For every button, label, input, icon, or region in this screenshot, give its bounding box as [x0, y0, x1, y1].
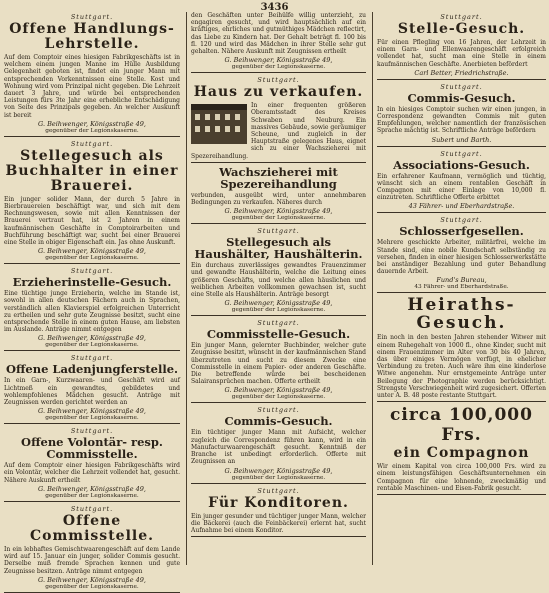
window-icon [225, 126, 230, 132]
ad-signature-sub: gegenüber der Legionskaserne. [45, 342, 139, 349]
ad-body: Eine tüchtige junge Erzieherin, welche im Stande ist, sowohl in allen deutschen Fächern auch in Sprachen, verständlich allen Klavierspiel erfolgreichen Unterricht zu ertheilen und sehr gute Zeugnisse besitzt, sucht eine entsprechende Stelle in einem guten Hause, am liebsten im Auslande. Anträge nimmt entgegen [4, 290, 180, 334]
ad-signature: G. Beihwenger, Königsstraße 49, [224, 56, 333, 65]
ad-body: In ein Garn-, Kurzwaaren- und Geschäft wird auf Lichtmeß ein gewandtes, gebildetes und wohlempfohlenes Mädchen gesucht. Anträge mit Zeugnissen werden gerichtet werden an [4, 377, 180, 407]
ad-signature: Carl Better, Friedrichstraße. [414, 68, 509, 77]
ad-continuation [191, 12, 366, 73]
ad-place: Stuttgart. [257, 227, 300, 236]
ad-heading: Offene Volontär- resp. Commisstelle. [21, 435, 163, 462]
ad-heading: Commisstelle-Gesuch. [206, 327, 351, 342]
ad-signature: G. Beihwenger, Königsstraße 49, [224, 299, 333, 308]
ad-place: Stuttgart. [440, 13, 483, 21]
ad-place: Stuttgart. [440, 149, 483, 158]
ad-signature: G. Beihwenger, Königsstraße 49, [224, 207, 333, 216]
house-illustration [191, 104, 247, 144]
ad-signature-sub: gegenüber der Legionskaserne. [231, 474, 326, 481]
ad-associations-gesuch [377, 150, 546, 214]
ad-signature: G. Beihwenger, Königsstraße 49, [38, 334, 146, 343]
window-icon [235, 126, 240, 132]
ad-body: Ein erfahrener Kaufmann, vermöglich und tüchtig, wünscht sich an einem rentablen Geschäft in Compagnon mit einer Einlage von 10,000 fl. einzutreten. Schriftliche Offerte erbittet [377, 172, 546, 202]
page-number: 3436 [260, 2, 289, 13]
ad-signature: G. Beihwenger, Königsstraße 49, [224, 466, 333, 475]
ad-commisstelle [4, 505, 180, 593]
window-icon [195, 126, 200, 132]
ad-signature-sub: 43 Fährer- und Eberhardstraße. [414, 284, 509, 291]
ad-heading: Erzieherinstelle-Gesuch. [12, 275, 172, 290]
window-icon [195, 114, 200, 120]
ad-heading: Associations-Gesuch. [393, 157, 530, 172]
ad-heading: Stellegesuch als Haushälter, Haushälterin. [194, 235, 363, 262]
window-icon [215, 114, 220, 120]
ad-place: Stuttgart. [257, 406, 300, 415]
window-icon [235, 114, 240, 120]
ad-buchhalter-stellegesuch [4, 140, 180, 264]
ad-signature-sub: gegenüber der Legionskaserne. [231, 307, 326, 314]
ad-heading: Wachszieherei mit Spezereihandlung [219, 164, 338, 191]
ad-place: Stuttgart. [440, 216, 483, 225]
ad-body: verbunden, ausgeübt wird, unter annehmbaren Bedingungen zu verkaufen. Näheres durch [191, 191, 366, 207]
ad-body: den Geschäften unter Beihülfe willig unterzieht, zu engagiren gesucht, und wird hauptsächlich auf ein kräftiges, ehrliches und gutmüthiges Mädchen reflectirt, das Liebe zu Kindern hat. Der Gehalt beträgt fl. 100 bis fl. 120 und wird das Mädchen in ihrer Stelle sehr gut gehalten. Nähere Auskunft mit Zeugnissen ertheilt [191, 12, 366, 56]
ad-signature-sub: gegenüber der Legionskaserne. [231, 64, 326, 71]
ad-volontaer [4, 427, 180, 502]
ad-konditoren [191, 487, 366, 538]
ad-commis-gesuch-2 [377, 83, 546, 147]
ad-heading: Stellegesuch als Buchhalter in einer Brauerei. [5, 147, 179, 194]
ad-haus-verkaufen [191, 76, 366, 163]
ad-place: Stuttgart. [257, 319, 300, 328]
ad-body: Mehrere geschickte Arbeiter, militärfrei, welche im Stande sind, eine nobile Kundschaft selbständig zu versehen, finden in einer hiesigen Schlosserwerkstätte bei anständiger Bezahlung und guter Behandlung dauernde Arbeit. [377, 239, 546, 276]
ad-handlungs-lehrstelle [4, 13, 180, 137]
ad-erzieherin-gesuch [4, 267, 180, 351]
window-icon [205, 126, 210, 132]
ad-heading: Commis-Gesuch. [407, 90, 516, 105]
ad-place: Stuttgart. [70, 504, 114, 513]
column-3 [372, 12, 546, 565]
ad-place: Stuttgart. [257, 486, 300, 495]
ad-place: Stuttgart. [70, 354, 114, 363]
ad-signature: G. Beihwenger, Königsstraße 49, [38, 575, 146, 584]
ad-schlosser [377, 216, 546, 293]
ad-body: Ein junger solider Mann, der durch 5 Jahre in Bierbrauereien beschäftigt war, und sich mit dem Rechnungswesen, sowie mit allen Kenntnissen der Brauerei vertraut hat, ist 2 Jahren in einem kaufmännischen Geschäfte in Comptoirarbeiten und Buchführung beschäftigt war, sucht bei einer Brauerei eine Stelle in obiger Eigenschaft ein. Jas ohne Auskunft. [4, 195, 180, 247]
ad-amount: circa 100,000 Frs. [390, 405, 533, 446]
ad-body: Für einen Pflegling von 16 Jahren, der Lehrzeit in einem Garn- und Ellenwaarengeschäft erfolgreich vollendet hat, sucht man eine Stelle in einem kaufmännischen Geschäfte. Anerbieten befördert [377, 39, 546, 68]
window-icon [205, 114, 210, 120]
ad-place: Stuttgart. [70, 427, 114, 436]
ad-signature-sub: gegenüber der Legionskaserne. [231, 215, 326, 222]
ad-body: Ein durchaus zuverlässiges gewandtes Frauenzimmer und gewandte Haushälterin, welche die Leitung eines größeren Geschäfts, und welche allen häuslichen und weiblichen Arbeiten vollkommen gewachsen ist, sucht eine Stelle als Haushälterin. Anträge besorgt [191, 262, 366, 299]
ad-signature: G. Beihwenger, Königsstraße 49, [224, 386, 333, 395]
ad-heiraths-gesuch [377, 296, 546, 402]
ad-place: Stuttgart. [257, 76, 300, 85]
ad-signature-sub: gegenüber der Legionskaserne. [231, 394, 326, 401]
ad-heading: Haus zu verkaufen. [193, 84, 364, 101]
ad-heading: Commis-Gesuch. [224, 414, 333, 429]
ad-heading: Schlosserfgesellen. [399, 224, 524, 239]
ad-signature-sub: gegenüber der Legionskaserne. [45, 127, 139, 134]
ad-banner: ein Compagnon [393, 445, 530, 462]
ad-signature-sub: gegenüber der Legionskaserne. [45, 492, 139, 499]
ad-heading: Für Konditoren. [208, 494, 349, 511]
window-icon [215, 126, 220, 132]
ad-body: Ein junger gesunder und tüchtiger junger Mann, welcher die Bäckerei (auch die Feinbäckerei) erlernt hat, sucht Aufnahme bei einem Konditor. [191, 512, 366, 534]
ad-signature: G. Beihwenger, Königsstraße 49, [38, 247, 146, 256]
ad-body: In ein lebhaftes Gemischtwaarengeschäft auf dem Lande wird auf 15. Januar ein junger, solider Commis gesucht. Derselbe muß fremde Sprachen kennen und gute Zeugnisse besitzen. Anträge nimmt entgegen [4, 545, 180, 575]
ad-signature: Subert und Barth. [431, 135, 492, 144]
ad-signature-sub: gegenüber der Legionskaserne. [45, 255, 139, 262]
column-2 [186, 12, 366, 565]
ad-commisstelle-gesuch [191, 319, 366, 403]
ad-body: Auf dem Comptoir eines hiesigen Fabrikgeschäfts ist in welchem einem jungen Manne im Hülle Ausbildung Gelegenheit geboten ist, findet ein junger Mann mit entsprechenden Vorkenntnissen eine Stelle. Kost und Wohnung wird vom Prinzipal nicht gegeben. Die Lehrzeit dauert 3 Jahre, und würde bei entsprechenden Leistungen fürs 3te Jahr eine erhebliche Entschädigung von Seite des Prinzipals gegeben. An welcher Auskunft ist bereit [4, 54, 180, 119]
ad-place: Stuttgart. [440, 82, 483, 91]
ad-body: In ein hiesiges Comptoir suchen wir einen jungen, in Correspondenz gewandten Commis mit guten Empfehlungen, welcher namentlich der französischen Sprache mächtig ist. Schriftliche Anträge befördern [377, 105, 546, 135]
ad-body: Ein junger Mann, gelernter Buchbinder, welcher gute Zeugnisse besitzt, wünscht in der kaufmännischen Stand überzutreten und sucht zu diesem Zwecke eine Commisstelle in einem Papier- oder anderen Geschäfte. Die betreffende würde bei bescheidenen Salairansprüchen machen. Offerte ertheilt [191, 342, 366, 386]
ad-wachszieherei [191, 166, 366, 224]
ad-signature-sub: gegenüber der Legionskaserne. [45, 583, 139, 590]
window-icon [225, 114, 230, 120]
ad-heading: Offene Handlungs-Lehrstelle. [9, 21, 175, 52]
ad-compagnon [377, 405, 546, 495]
ad-signature: G. Beihwenger, Königsstraße 49, [38, 484, 146, 493]
ad-heading: Offene Ladenjungferstelle. [5, 362, 179, 377]
ad-place: Stuttgart. [70, 13, 114, 21]
ad-heading: Heiraths-Gesuch. [407, 295, 516, 334]
ad-body: Ein tüchtiger junger Mann mit Aufsicht, welcher zugleich die Correspondenz führen kann, wird in ein Manufacturwaarengeschäft gesucht. Kenntniß der Branche ist unbedingt erforderlich. Offerte mit Zeugnissen an [191, 429, 366, 466]
ad-signature: G. Beihwenger, Königsstraße 49, [38, 407, 146, 416]
ad-haushaelterin [191, 227, 366, 316]
ad-signature: G. Beihwenger, Königsstraße 49, [38, 119, 146, 128]
ad-heading: Stelle-Gesuch. [397, 21, 526, 37]
ad-body: Auf dem Comptoir einer hiesigen Fabrikgeschäfts wird ein Volontär, welcher die Lehrzeit vollendet hat, gesucht. Nähere Auskunft ertheilt [4, 462, 180, 484]
ad-ladenjungfer [4, 354, 180, 424]
ad-stelle-gesuch [377, 13, 546, 80]
ad-body: In einer frequenten größeren Oberamtsstadt des Kreises Schwaben und Neuburg. Ein massives Gebäude, sowie geräumiger Scheune, und zugleich in der Hauptstraße gelegenes Haus, eignet sich zu einer Wachszieherei mit Spezereihandlung. [191, 102, 366, 160]
column-1 [4, 12, 180, 590]
ad-body: Wir einem Kapital von circa 100,000 Frs. wird zu einem leistungsfähigen Geschäftsunternehmen ein Compagnon für eine lohnende, zweckmäßig und rentable Maschinen- und Eisen-Fabrik gesucht. [377, 463, 546, 492]
ad-body: Ein noch in den besten Jahren stehender Witwer mit einem Ruhegehalt von 1000 fl., ohne Kinder, sucht mit einem Frauenzimmer im Alter von 30 bis 40 Jahren, das über einiges Vermögen verfügt, in ehelicher Verbindung zu treten. Auch wäre ihm eine kinderlose Witwe angenehm. Nur ernstgemeinte Anträge unter Beilegung der Photographie werden berücksichtigt. Strengste Verschwiegenheit wird zugesichert. Offerten unter A. B. 48 poste restante Stuttgart. [377, 334, 546, 400]
ad-heading: Offene Commisstelle. [30, 512, 154, 544]
ad-place: Stuttgart. [70, 267, 114, 276]
ad-place: Stuttgart. [70, 139, 114, 148]
ad-signature-sub: gegenüber der Legionskaserne. [45, 415, 139, 422]
ad-signature: Fund's Bureau, [436, 276, 487, 285]
ad-commis-gesuch [191, 406, 366, 483]
ad-signature: 43 Fährer- und Eberhardstraße. [408, 202, 515, 211]
